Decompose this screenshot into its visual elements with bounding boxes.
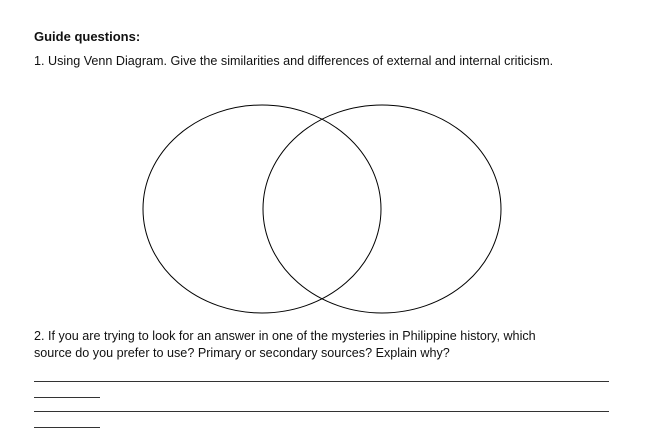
cut-off-top-text: [34, 0, 234, 3]
guide-questions-heading: Guide questions:: [34, 29, 141, 44]
answer-line-3: [34, 411, 609, 412]
question-2-line-1: 2. If you are trying to look for an answer in one of the mysteries in Philippine history, which: [34, 329, 536, 343]
question-1: 1. Using Venn Diagram. Give the similarities and differences of external and internal criticism.: [34, 54, 554, 68]
answer-line-2: [34, 397, 100, 398]
venn-right-circle: [263, 105, 501, 313]
venn-left-circle: [143, 105, 381, 313]
answer-line-1: [34, 381, 609, 382]
question-2: [34, 328, 594, 362]
question-2-line-2: source do you prefer to use? Primary or secondary sources? Explain why?: [34, 346, 450, 360]
answer-line-4: [34, 427, 100, 428]
